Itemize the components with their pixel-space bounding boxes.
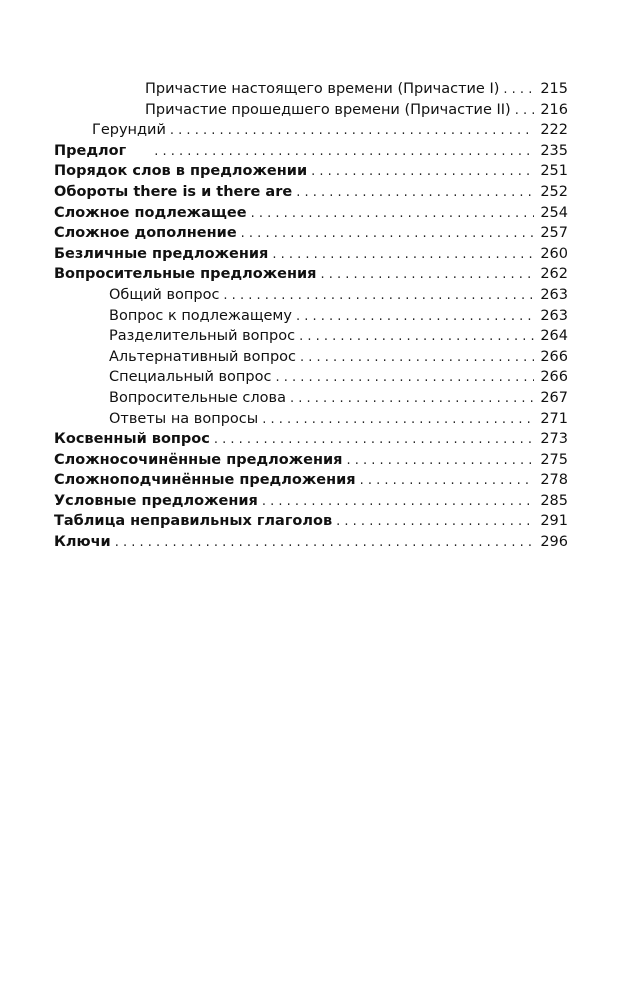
toc-entry-title: Специальный вопрос [109, 369, 272, 386]
toc-entry-page: 291 [540, 513, 568, 530]
toc-entry-page: 216 [540, 101, 568, 118]
dot-leader [360, 471, 534, 492]
toc-entry-alternative-question [54, 347, 568, 368]
dot-leader [262, 492, 534, 513]
toc-entry-subject-question [54, 306, 568, 327]
toc-entry-word-order [54, 161, 568, 182]
toc-entry-title: Герундий [92, 122, 166, 139]
toc-entry-title: Вопрос к подлежащему [109, 307, 292, 324]
dot-leader [115, 533, 534, 554]
toc-entry-page: 252 [540, 183, 568, 200]
toc-entry-participle-ii [54, 100, 568, 121]
dot-leader [272, 245, 534, 266]
toc-entry-page: 264 [540, 328, 568, 345]
toc-entry-page: 285 [540, 492, 568, 509]
dot-leader [290, 389, 534, 410]
toc-entry-keys [54, 532, 568, 553]
table-of-contents [54, 79, 568, 553]
toc-entry-page: 262 [540, 266, 568, 283]
toc-entry-complex-sentences [54, 470, 568, 491]
dot-leader [251, 204, 534, 225]
toc-entry-tag-question [54, 326, 568, 347]
toc-entry-indirect-question [54, 429, 568, 450]
toc-entry-irregular-verbs-table [54, 511, 568, 532]
toc-entry-title: Общий вопрос [109, 286, 220, 303]
toc-entry-page: 278 [540, 472, 568, 489]
dot-leader [170, 121, 534, 142]
toc-entry-title: Сложное подлежащее [54, 204, 247, 221]
toc-entry-compound-sentences [54, 450, 568, 471]
toc-entry-page: 215 [540, 81, 568, 97]
dot-leader [241, 224, 534, 245]
toc-entry-title: Ключи [54, 534, 111, 551]
toc-entry-special-question [54, 367, 568, 388]
toc-entry-title: Обороты there is и there are [54, 183, 293, 200]
toc-entry-page: 263 [540, 286, 568, 303]
dot-leader [336, 512, 534, 533]
toc-entry-impersonal-sentences [54, 244, 568, 265]
dot-leader [299, 327, 534, 348]
toc-entry-title: Безличные предложения [54, 245, 269, 262]
dot-leader [296, 183, 534, 204]
toc-entry-title: Условные предложения [54, 492, 258, 509]
toc-entry-title: Сложноподчинённые предложения [54, 472, 356, 489]
toc-entry-answers-to-questions [54, 409, 568, 430]
toc-entry-page: 273 [540, 431, 568, 448]
dot-leader [311, 162, 534, 183]
toc-entry-title: Причастие настоящего времени (Причастие I) [145, 81, 500, 97]
toc-entry-title: Альтернативный вопрос [109, 348, 296, 365]
toc-entry-interrogative-sentences [54, 264, 568, 285]
dot-leader [300, 348, 534, 369]
toc-entry-page: 235 [540, 142, 568, 159]
dot-leader [214, 430, 534, 451]
toc-entry-title: Предлог [54, 142, 127, 159]
toc-entry-page: 222 [540, 122, 568, 139]
toc-entry-page: 275 [540, 451, 568, 468]
toc-entry-page: 254 [540, 204, 568, 221]
toc-entry-title: Вопросительные предложения [54, 266, 317, 283]
toc-entry-there-is-there-are [54, 182, 568, 203]
toc-entry-gerund [54, 120, 568, 141]
toc-entry-title: Таблица неправильных глаголов [54, 513, 333, 530]
toc-entry-title: Причастие прошедшего времени (Причастие II) [145, 101, 511, 118]
dot-leader [346, 451, 534, 472]
dot-leader [503, 80, 534, 101]
toc-entry-page: 263 [540, 307, 568, 324]
dot-leader [154, 142, 534, 163]
toc-entry-title: Сложносочинённые предложения [54, 451, 343, 468]
dot-leader [296, 307, 534, 328]
toc-entry-title: Порядок слов в предложении [54, 163, 308, 180]
toc-entry-page: 251 [540, 163, 568, 180]
toc-entry-page: 267 [540, 389, 568, 406]
toc-entry-complex-object [54, 223, 568, 244]
toc-entry-page: 257 [540, 225, 568, 242]
toc-entry-conditional-sentences [54, 491, 568, 512]
dot-leader [223, 286, 534, 307]
toc-entry-title: Косвенный вопрос [54, 431, 210, 448]
toc-entry-complex-subject [54, 203, 568, 224]
toc-entry-title: Разделительный вопрос [109, 328, 296, 345]
toc-entry-page: 271 [540, 410, 568, 427]
toc-entry-page: 266 [540, 348, 568, 365]
dot-leader [515, 101, 534, 122]
toc-entry-preposition [54, 141, 568, 162]
toc-entry-question-words [54, 388, 568, 409]
toc-entry-general-question [54, 285, 568, 306]
dot-leader [262, 410, 534, 431]
toc-entry-title: Вопросительные слова [109, 389, 286, 406]
dot-leader [275, 368, 534, 389]
toc-entry-page: 260 [540, 245, 568, 262]
toc-entry-participle-i [54, 79, 568, 100]
toc-entry-page: 296 [540, 534, 568, 551]
dot-leader [320, 265, 534, 286]
toc-entry-page: 266 [540, 369, 568, 386]
toc-entry-title: Ответы на вопросы [109, 410, 259, 427]
toc-entry-title: Сложное дополнение [54, 225, 237, 242]
